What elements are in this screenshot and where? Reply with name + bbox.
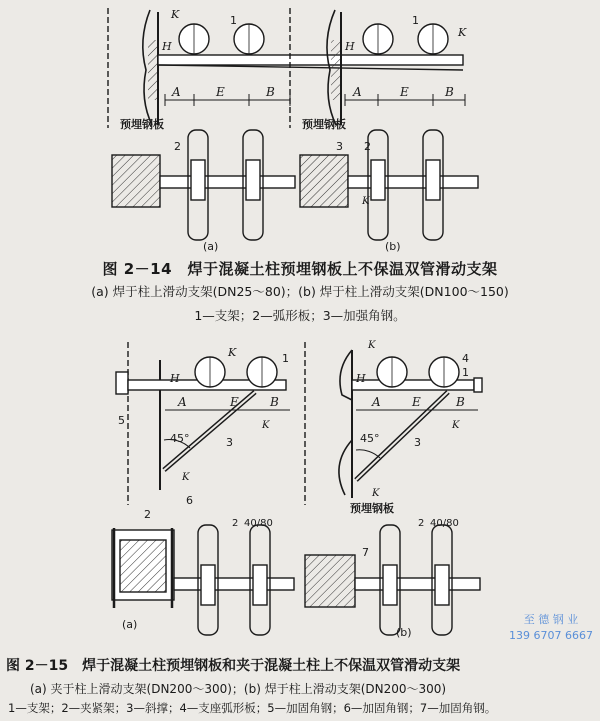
watermark-name: 至 德 钢 业	[523, 613, 579, 626]
fig2-dim-k2-b: K	[452, 420, 460, 431]
fig2-dim-a-b: A	[372, 395, 381, 409]
fig2-dim-e-a: E	[230, 395, 239, 409]
fig2-dim-h-b: H	[356, 372, 366, 385]
fig1-plate-label-a: 预埋钢板	[120, 118, 164, 131]
fig2-plate-label: 预埋钢板	[350, 502, 394, 515]
fig1-num2-b: 2	[364, 140, 371, 153]
fig2-num2-a-plan: 2	[232, 518, 239, 529]
fig1-num1-b: 1	[412, 14, 419, 27]
fig2-num5: 5	[118, 414, 125, 427]
fig1-dim-e-b: E	[400, 85, 409, 99]
fig2-size-b: 40/80	[430, 518, 459, 529]
fig2-num6: 6	[186, 494, 193, 507]
fig1-label-a: (a)	[203, 240, 219, 253]
fig2-num1-a: 1	[282, 352, 289, 365]
fig1-a-elevation	[108, 8, 463, 128]
fig1-b-plan	[300, 130, 478, 240]
figure-2-14-legend: 1—支架；2—弧形板；3—加强角钢。	[194, 308, 406, 323]
figure-2-14-drawing	[0, 0, 600, 258]
fig2-dim-b-b: B	[456, 395, 465, 409]
fig1-dim-k-b: K	[458, 26, 467, 39]
fig1-dim-b-a: B	[266, 85, 275, 99]
fig2-angle-b: 45°	[360, 432, 380, 445]
fig1-dim-k-a: K	[171, 8, 180, 21]
figure-2-15-legend: 1—支架；2—夹紧架；3—斜撑；4—支座弧形板；5—加固角钢；6—加固角钢；7—加固角钢。	[8, 701, 497, 715]
figure-2-15-drawing	[0, 338, 600, 653]
fig2-num7: 7	[362, 546, 369, 559]
fig2-num3-b: 3	[414, 436, 421, 449]
fig2-dim-a-a: A	[178, 395, 187, 409]
figure-2-14-subtitle: (a) 焊于柱上滑动支架(DN25～80)；(b) 焊于柱上滑动支架(DN100～150)	[91, 284, 509, 299]
fig2-num1-b: 1	[462, 366, 469, 379]
fig1-num3-b: 3	[336, 140, 343, 153]
fig2-a-plan	[112, 525, 294, 635]
fig1-num2-a: 2	[174, 140, 181, 153]
fig1-dim-h-b: H	[345, 40, 355, 53]
watermark	[506, 612, 596, 644]
fig1-dim-e-a: E	[216, 85, 225, 99]
fig2-label-a: (a)	[122, 618, 138, 631]
fig2-dim-h-a: H	[170, 372, 180, 385]
fig2-dim-k2-a: K	[262, 420, 270, 431]
fig2-angle-a: 45°	[170, 432, 190, 445]
fig1-label-b: (b)	[385, 240, 401, 253]
fig1-dim-a-b: A	[353, 85, 362, 99]
fig2-dim-e-b: E	[412, 395, 421, 409]
fig2-dim-k-b: K	[368, 340, 376, 351]
figure-2-15-title: 图 2－15 焊于混凝土柱预埋钢板和夹于混凝土柱上不保温双管滑动支架	[6, 658, 461, 674]
fig2-size-a: 40/80	[244, 518, 273, 529]
fig2-label-b: (b)	[396, 626, 412, 639]
figure-2-15-subtitle: (a) 夹于柱上滑动支架(DN200～300)；(b) 焊于柱上滑动支架(DN200～300)	[30, 682, 447, 696]
fig2-dim-k3-a: K	[182, 472, 190, 483]
watermark-phone: 139 6707 6667	[509, 629, 593, 642]
fig2-num3-a: 3	[226, 436, 233, 449]
fig1-dim-h-a: H	[162, 40, 172, 53]
figure-2-14-title: 图 2－14 焊于混凝土柱预埋钢板上不保温双管滑动支架	[102, 260, 498, 278]
fig1-dim-b-b: B	[445, 85, 454, 99]
fig2-num4: 4	[462, 352, 469, 365]
fig2-num2-b-plan: 2	[418, 518, 425, 529]
fig1-dim-k-plan-b: K	[362, 196, 370, 207]
fig1-a-plan	[112, 130, 295, 240]
fig2-dim-k-a: K	[228, 346, 237, 359]
fig2-num2-a: 2	[144, 508, 151, 521]
fig1-dim-a-a: A	[172, 85, 181, 99]
fig2-b-plan	[305, 525, 480, 635]
fig1-plate-label-b: 预埋钢板	[302, 118, 346, 131]
fig1-num1-a: 1	[230, 14, 237, 27]
fig2-dim-b-a: B	[270, 395, 279, 409]
fig2-dim-k3-b: K	[372, 488, 380, 499]
